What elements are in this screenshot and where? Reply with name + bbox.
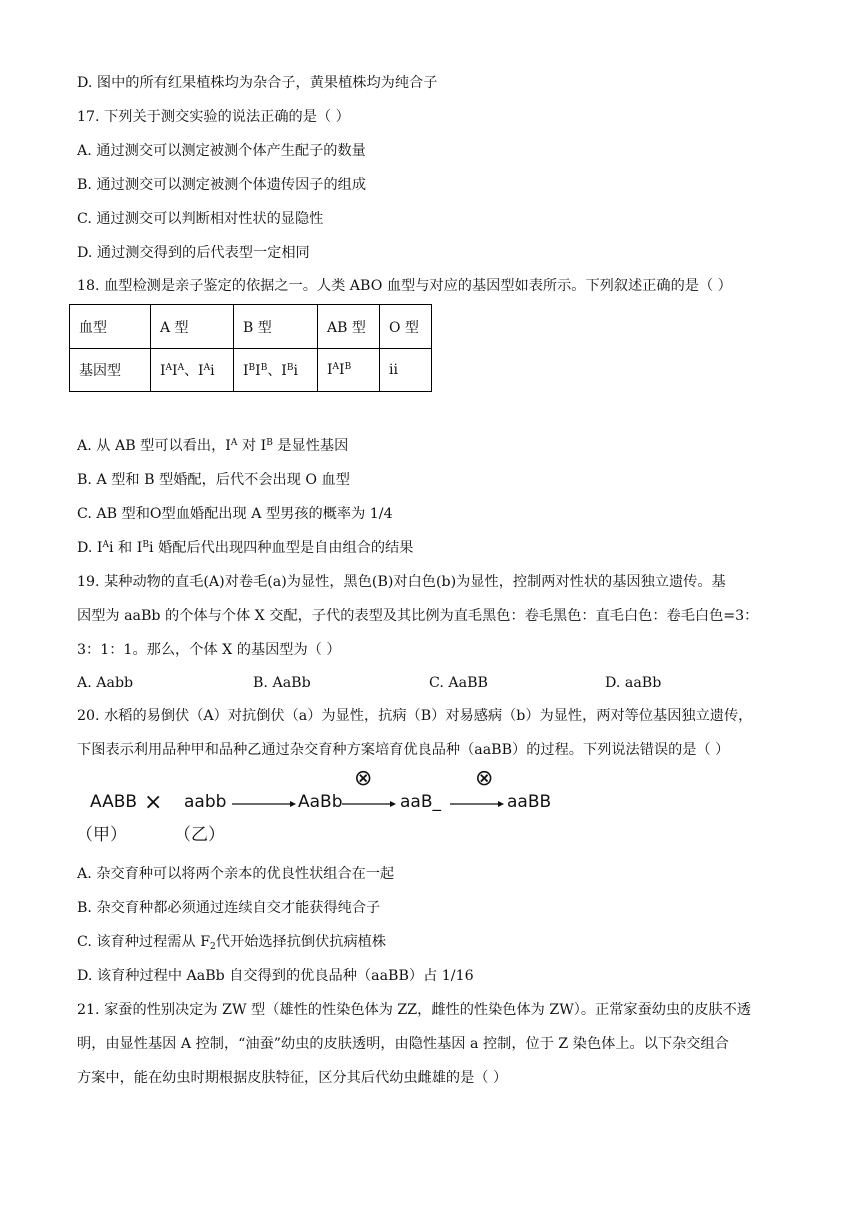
arrow-1-head [290, 801, 296, 807]
diagram-arrows [84, 770, 564, 845]
q18-option-b: B. A 型和 B 型婚配，后代不会出现 O 血型 [77, 472, 350, 488]
q17-option-a: A. 通过测交可以测定被测个体产生配子的数量 [77, 143, 366, 159]
selfing-symbol-1: ⊗ [354, 766, 373, 791]
q17-stem: 17. 下列关于测交实验的说法正确的是（ ） [77, 109, 350, 125]
q19-option-b: B. AaBb [253, 675, 311, 691]
table-row [70, 349, 432, 392]
q20-option-c: C. 该育种过程需从 $F_2$代开始选择抗倒伏抗病植株 [77, 934, 387, 952]
final-genotype: aaBB [507, 792, 552, 812]
f1-genotype: AaBb [298, 792, 343, 812]
q18-option-c: C. AB 型和O型血婚配出现 A 型男孩的概率为 1/4 [77, 506, 393, 522]
table-cell: 基因型 [70, 349, 151, 392]
q16-option-d: D. 图中的所有红果植株均为杂合子，黄果植株均为纯合子 [77, 75, 438, 91]
cross-symbol: × [144, 790, 163, 815]
parent-aabb-recessive: aabb [184, 792, 227, 812]
genotype-a-cell: $I^AI^A$、$I^Ai$ [151, 349, 234, 392]
parent-aabb-dominant: AABB [90, 792, 138, 812]
genotype-ab-cell: $I^AI^B$ [318, 349, 380, 392]
table-cell: AB 型 [318, 305, 380, 349]
table-header-row [70, 305, 432, 349]
q20-stem-line-1: 20. 水稻的易倒伏（A）对抗倒伏（a）为显性，抗病（B）对易感病（b）为显性，两对等位基因独立遗传， [77, 708, 753, 724]
q19-stem-line-2: 因型为 aaBb 的个体与个体 X 交配，子代的表型及其比例为直毛黑色：卷毛黑色：直毛白色：卷毛白色=3： [77, 608, 759, 624]
q18-stem: 18. 血型检测是亲子鉴定的依据之一。人类 ABO 血型与对应的基因型如表所示。下列叙述正确的是（ ） [77, 278, 732, 294]
selected-genotype: aaB_ [400, 792, 441, 812]
blood-type-table [69, 304, 432, 392]
q17-option-d: D. 通过测交得到的后代表型一定相同 [77, 245, 310, 261]
genotype-o-cell: ii [380, 349, 432, 392]
table-cell: A 型 [151, 305, 234, 349]
breeding-diagram [76, 766, 564, 845]
q19-stem-line-1: 19. 某种动物的直毛(A)对卷毛(a)为显性，黑色(B)对白色(b)为显性，控制两对性状的基因独立遗传。基 [77, 574, 726, 590]
arrow-2-head [390, 801, 396, 807]
selfing-symbol-2: ⊗ [475, 766, 494, 791]
q21-stem-line-2: 明，由显性基因 A 控制，“油蚕”幼虫的皮肤透明，由隐性基因 a 控制，位于 Z 染色体上。以下杂交组合 [77, 1036, 729, 1052]
q20-option-d: D. 该育种过程中 AaBb 自交得到的优良品种（aaBB）占 1/16 [77, 968, 474, 984]
parent-label-jia: （甲） [76, 825, 127, 845]
parent-label-yi: （乙） [174, 825, 225, 845]
q20-option-b: B. 杂交育种都必须通过连续自交才能获得纯合子 [77, 900, 381, 916]
q18-option-d: D. $I^Ai$ 和 $I^Bi$ 婚配后代出现四种血型是自由组合的结果 [77, 540, 414, 556]
q19-stem-line-3: 3：1：1。那么，个体 X 的基因型为（ ） [77, 642, 341, 658]
table-cell: O 型 [380, 305, 432, 349]
q18-option-a: A. 从 AB 型可以看出，$I^A$ 对 $I^B$ 是显性基因 [77, 438, 349, 454]
q20-stem-line-2: 下图表示利用品种甲和品种乙通过杂交育种方案培育优良品种（aaBB）的过程。下列说法错误的是（ ） [77, 742, 730, 758]
table-cell: B 型 [234, 305, 318, 349]
table-cell: 血型 [70, 305, 151, 349]
q21-stem-line-1: 21. 家蚕的性别决定为 ZW 型（雄性的性染色体为 ZZ，雌性的性染色体为 ZW）。正常家蚕幼虫的皮肤不透 [77, 1002, 752, 1018]
q19-option-a: A. Aabb [77, 675, 134, 691]
q19-option-d: D. aaBb [605, 675, 662, 691]
q20-option-a: A. 杂交育种可以将两个亲本的优良性状组合在一起 [77, 866, 395, 882]
arrow-3-head [498, 801, 504, 807]
q17-option-b: B. 通过测交可以测定被测个体遗传因子的组成 [77, 177, 367, 193]
q19-option-c: C. AaBB [429, 675, 488, 691]
genotype-b-cell: $I^BI^B$、$I^Bi$ [234, 349, 318, 392]
q21-stem-line-3: 方案中，能在幼虫时期根据皮肤特征，区分其后代幼虫雌雄的是（ ） [77, 1070, 508, 1086]
q17-option-c: C. 通过测交可以判断相对性状的显隐性 [77, 211, 324, 227]
